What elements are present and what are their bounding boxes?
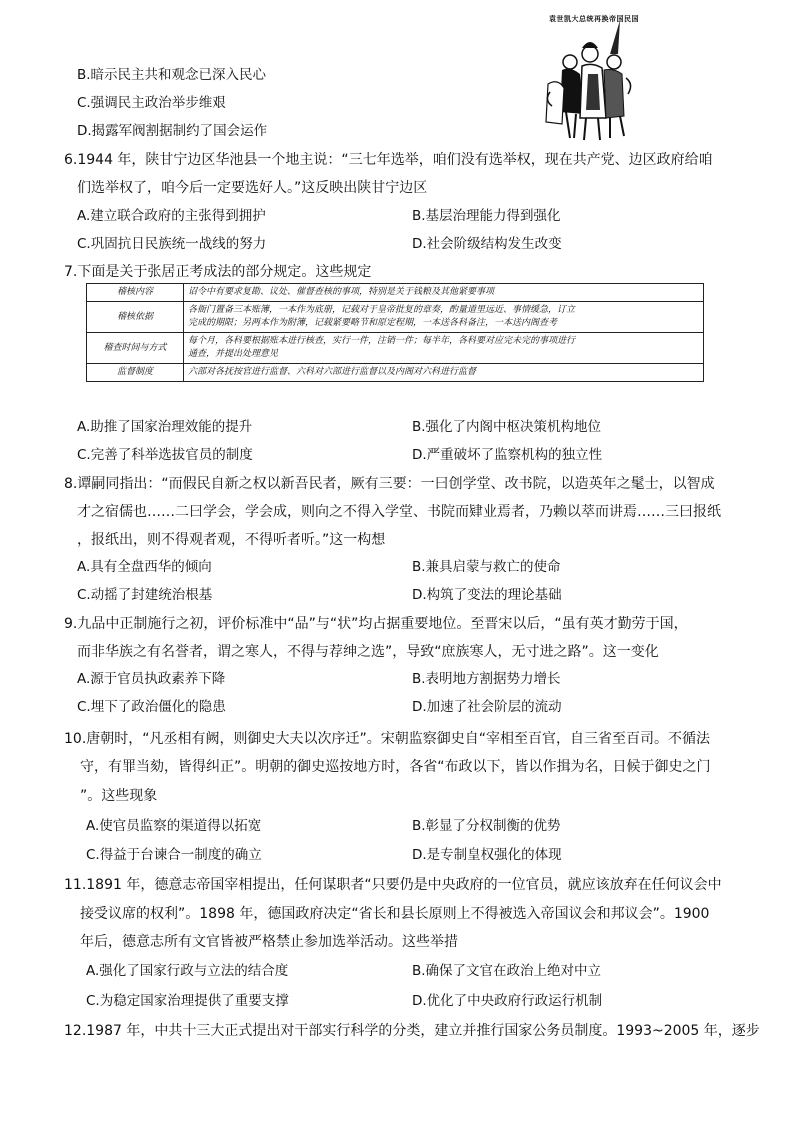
- q5-option-b: B.暗示民主共和观念已深入民心: [77, 67, 267, 83]
- q6-option-b: B.基层治理能力得到强化: [412, 208, 561, 224]
- row-content: [184, 284, 704, 302]
- q10-option-b: B.彰显了分权制衡的优势: [412, 818, 561, 834]
- q6-stem-line2: 们选举权了，咱今后一定要选好人。”这反映出陕甘宁边区: [77, 180, 428, 196]
- q10-option-c: C.得益于台谏合一制度的确立: [86, 847, 262, 863]
- q11-option-d: D.优化了中央政府行政运行机制: [412, 993, 603, 1009]
- q10-stem-line2: 守，有罪当劾，皆得纠正”。明朝的御史巡按地方时，各省“布政以下，皆以作揖为名，日候于御史之门: [80, 759, 711, 775]
- q12-stem-line1: 12.1987 年，中共十三大正式提出对干部实行科学的分类，建立并推行国家公务员制度。1993~2005 年，逐步: [64, 1023, 760, 1039]
- q8-option-d: D.构筑了变法的理论基础: [412, 587, 562, 603]
- q10-stem-line3: ”。这些现象: [80, 788, 158, 804]
- q7-option-c: C.完善了科举选拔官员的制度: [77, 447, 253, 463]
- q9-option-b: B.表明地方割据势力增长: [412, 671, 561, 687]
- q8-option-a: A.具有全盘西华的倾向: [77, 559, 212, 575]
- kaocheng-law-table: [86, 283, 704, 382]
- row-text: 完成的期限；另两本作为附簿，记载紧要略节和原定程期，一本送各科备注，一本送内阁查考: [188, 318, 558, 328]
- q11-stem-line1: 11.1891 年，德意志帝国宰相提出，任何谋职者“只要仍是中央政府的一位官员，就应该放弃在任何议会中: [64, 877, 722, 893]
- q8-option-b: B.兼具启蒙与救亡的使命: [412, 559, 561, 575]
- q8-stem-line2: 才之宿儒也……二曰学会，学会成，则向之不得入学堂、书院而肄业焉者，乃赖以萃而讲焉……三曰报纸: [77, 504, 721, 520]
- q9-stem-line1: 9.九品中正制施行之初，评价标准中“品”与“状”均占据重要地位。至晋宋以后，“虽有英才勤劳于国，: [64, 616, 688, 632]
- row-text: 每个月，各科要根据账本进行核查，实行一件，注销一件；每半年，各科要对应完未完的事项进行: [188, 336, 576, 346]
- row-content: [184, 302, 704, 333]
- table-row: [87, 302, 704, 333]
- row-text: 六部对各抚按官进行监督、六科对六部进行监督以及内阁对六科进行监督: [188, 367, 477, 377]
- q6-option-c: C.巩固抗日民族统一战线的努力: [77, 236, 267, 252]
- q9-stem-line2: 而非华族之有名誉者，谓之寒人，不得与荐绅之选”，导致“庶族寒人，无寸进之路”。这一变化: [77, 644, 659, 660]
- q9-option-a: A.源于官员执政素养下降: [77, 671, 226, 687]
- q8-stem-line3: ，报纸出，则不得观者观，不得听者听。”这一构想: [77, 532, 386, 548]
- q5-option-c: C.强调民主政治举步维艰: [77, 95, 226, 111]
- q7-option-a: A.助推了国家治理效能的提升: [77, 419, 253, 435]
- q10-stem-line1: 10.唐朝时，“凡丞相有阙，则御史大夫以次序迁”。宋朝监察御史自“宰相至百官，自三省至百司。不循法: [64, 731, 711, 747]
- q7-option-d: D.严重破坏了监察机构的独立性: [412, 447, 603, 463]
- row-content: [184, 333, 704, 364]
- q10-option-a: A.使官员监察的渠道得以拓宽: [86, 818, 262, 834]
- row-text: 通查，并提出处理意见: [188, 349, 279, 359]
- table-row: [87, 284, 704, 302]
- table-row: [87, 333, 704, 364]
- row-text: 各衙门置备三本账簿，一本作为底册，记载对于皇帝批复的章奏，酌量道里远近、事情缓急，订立: [188, 305, 576, 315]
- q11-stem-line3: 年后，德意志所有文官皆被严格禁止参加选举活动。这些举措: [80, 934, 458, 950]
- cartoon-caption: 袁世凯大总统再换帝国民国: [549, 15, 639, 23]
- q7-option-b: B.强化了内阁中枢决策机构地位: [412, 419, 602, 435]
- q11-option-c: C.为稳定国家治理提供了重要支撑: [86, 993, 289, 1009]
- q5-option-d: D.揭露军阀割据制约了国会运作: [77, 123, 268, 139]
- row-header: 稽查时间与方式: [87, 333, 184, 364]
- q11-option-b: B.确保了文官在政治上绝对中立: [412, 963, 602, 979]
- political-cartoon-figures: [540, 14, 640, 142]
- row-text: 诏令中有要求复勘、议处、催督查核的事项，特别是关于钱粮及其他紧要事项: [188, 287, 495, 297]
- q10-option-d: D.是专制皇权强化的体现: [412, 847, 562, 863]
- q11-option-a: A.强化了国家行政与立法的结合度: [86, 963, 289, 979]
- q6-stem-line1: 6.1944 年，陕甘宁边区华池县一个地主说：“三七年选举，咱们没有选举权，现在共产党、边区政府给咱: [64, 152, 713, 168]
- q11-stem-line2: 接受议席的权利”。1898 年，德国政府决定“省长和县长原则上不得被选入帝国议会和邦议会”。1900: [80, 906, 710, 922]
- row-header: 稽核内容: [87, 284, 184, 302]
- row-content: [184, 364, 704, 382]
- q9-option-d: D.加速了社会阶层的流动: [412, 699, 562, 715]
- q8-option-c: C.动摇了封建统治根基: [77, 587, 213, 603]
- q9-option-c: C.埋下了政治僵化的隐患: [77, 699, 226, 715]
- row-header: 稽核依据: [87, 302, 184, 333]
- q7-stem: 7.下面是关于张居正考成法的部分规定。这些规定: [64, 264, 372, 280]
- table-row: [87, 364, 704, 382]
- q6-option-d: D.社会阶级结构发生改变: [412, 236, 562, 252]
- row-header: 监督制度: [87, 364, 184, 382]
- q6-option-a: A.建立联合政府的主张得到拥护: [77, 208, 266, 224]
- q8-stem-line1: 8.谭嗣同指出：“而假民自新之权以新吾民者，厥有三要：一曰创学堂、改书院，以造英年之髦士，以智成: [64, 476, 715, 492]
